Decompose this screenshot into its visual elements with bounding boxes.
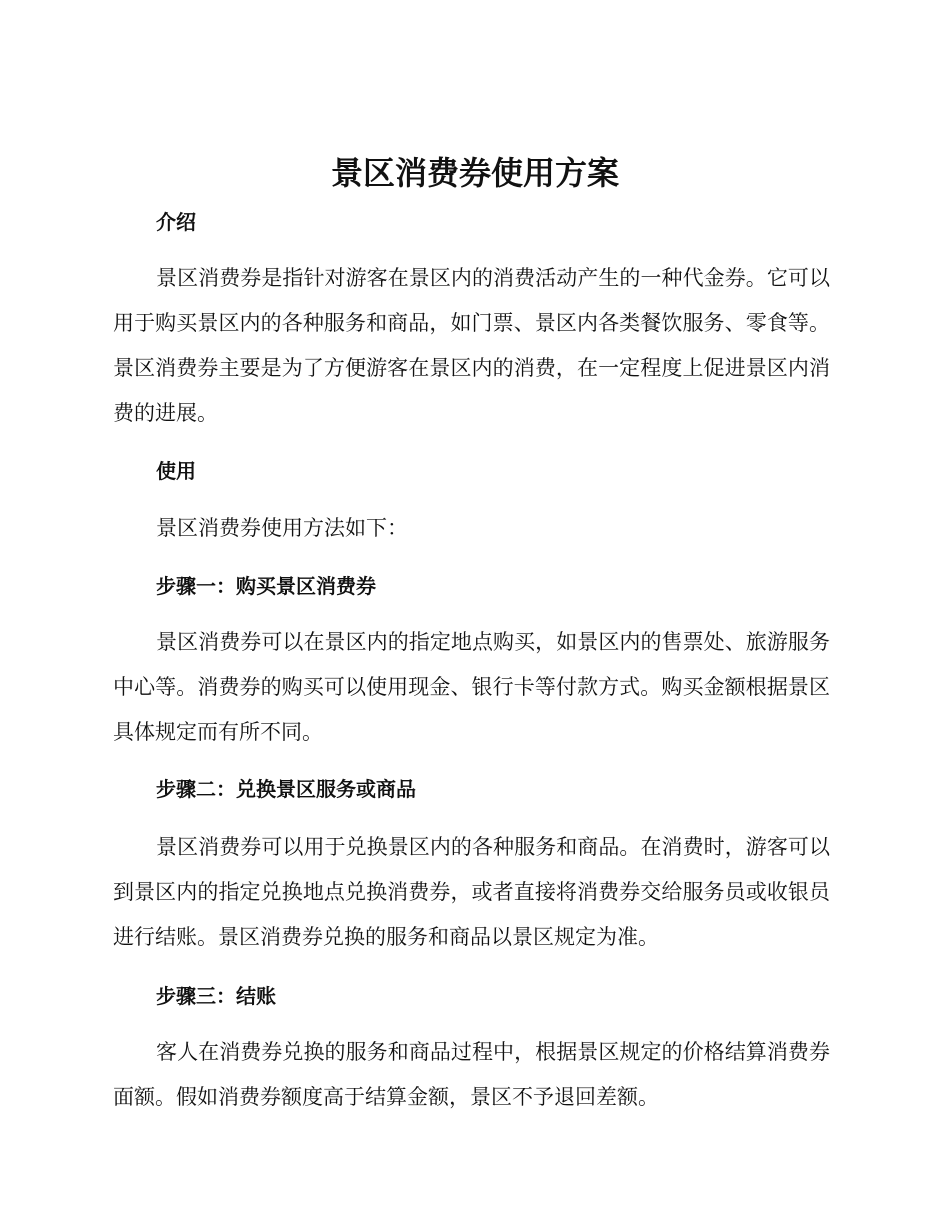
section-heading-usage: 使用 [156, 459, 196, 483]
section-paragraph-step2: 景区消费券可以用于兑换景区内的各种服务和商品。在消费时，游客可以到景区内的指定兑换地点兑换消费券，或者直接将消费券交给服务员或收银员进行结账。景区消费券兑换的服务和商品以景区规定为准。 [113, 835, 830, 949]
section-heading-step3: 步骤三：结账 [156, 984, 276, 1008]
document-title: 景区消费券使用方案 [330, 154, 619, 192]
section-paragraph-intro: 景区消费券是指针对游客在景区内的消费活动产生的一种代金券。它可以用于购买景区内的各种服务和商品，如门票、景区内各类餐饮服务、零食等。景区消费券主要是为了方便游客在景区内的消费，在一定程度上促进景区内消费的进展。 [113, 266, 830, 425]
section-heading-step2: 步骤二：兑换景区服务或商品 [156, 777, 416, 801]
section-paragraph-step3: 客人在消费券兑换的服务和商品过程中，根据景区规定的价格结算消费券面额。假如消费券额度高于结算金额，景区不予退回差额。 [113, 1040, 830, 1109]
section-paragraph-usage: 景区消费券使用方法如下： [156, 516, 408, 540]
section-heading-step1: 步骤一：购买景区消费券 [156, 574, 376, 598]
section-heading-intro: 介绍 [156, 210, 196, 234]
section-paragraph-step1: 景区消费券可以在景区内的指定地点购买，如景区内的售票处、旅游服务中心等。消费券的购买可以使用现金、银行卡等付款方式。购买金额根据景区具体规定而有所不同。 [113, 630, 830, 744]
